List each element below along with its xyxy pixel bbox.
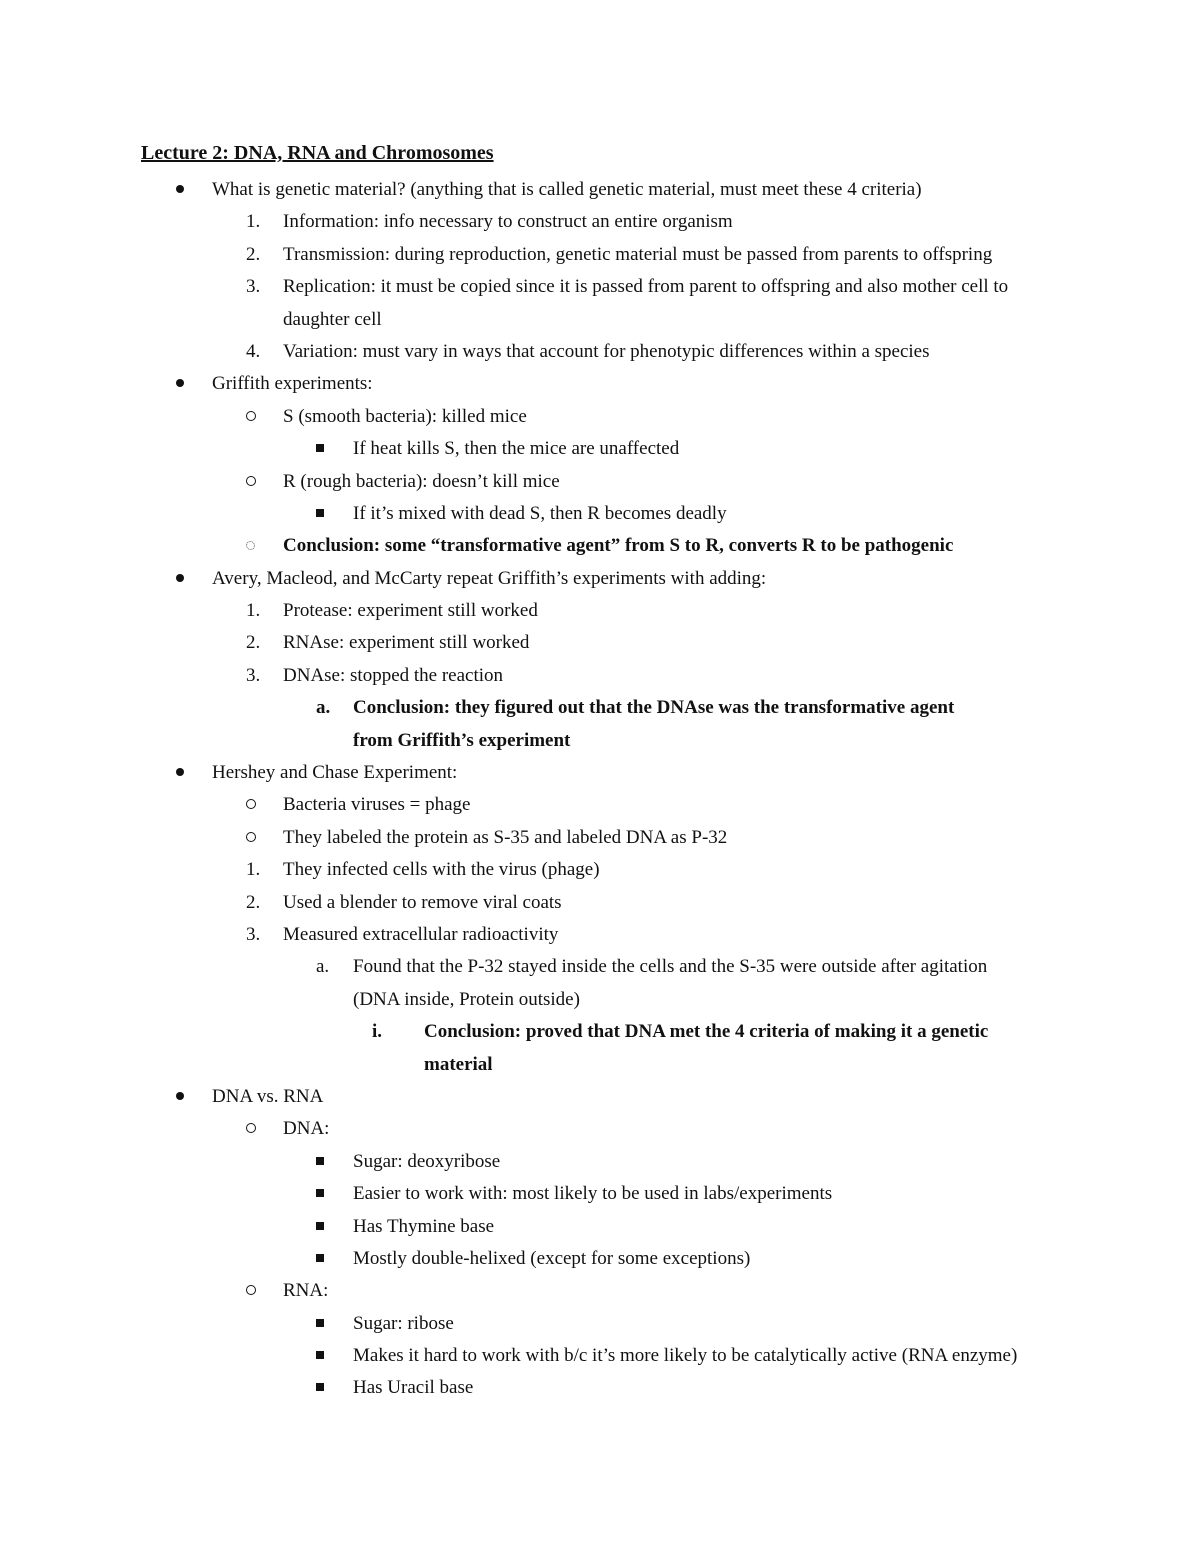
list-item: a. Conclusion: they figured out that the DNAse was the transformative agent xyxy=(316,697,955,719)
list-item: 1. Information: info necessary to construct an entire organism xyxy=(246,211,733,233)
list-item: R (rough bacteria): doesn’t kill mice xyxy=(0,466,1200,498)
list-item: 2. Used a blender to remove viral coats xyxy=(246,891,562,913)
bullet-circle-icon xyxy=(246,1113,256,1145)
bullet-square-icon xyxy=(316,1178,324,1210)
list-item: Sugar: deoxyribose xyxy=(0,1146,1200,1178)
list-item-continuation: from Griffith’s experiment xyxy=(353,729,571,751)
list-item: If heat kills S, then the mice are unaffected xyxy=(0,433,1200,465)
bullet-square-icon xyxy=(316,498,324,530)
list-item: 1. Protease: experiment still worked xyxy=(246,600,538,622)
page-title: Lecture 2: DNA, RNA and Chromosomes xyxy=(141,142,494,164)
list-item: If it’s mixed with dead S, then R becomes deadly xyxy=(0,498,1200,530)
list-item: What is genetic material? (anything that is called genetic material, must meet these 4 criteria) xyxy=(0,174,1200,206)
list-item-continuation: material xyxy=(424,1053,493,1075)
bullet-square-icon xyxy=(316,1211,324,1243)
list-item: Has Thymine base xyxy=(0,1211,1200,1243)
bullet-dot-icon xyxy=(176,563,184,595)
list-item: RNA: xyxy=(0,1275,1200,1307)
bullet-square-icon xyxy=(316,1308,324,1340)
list-item: 3. Replication: it must be copied since it is passed from parent to offspring and also mother cell to xyxy=(246,276,1009,298)
bullet-square-icon xyxy=(316,1146,324,1178)
list-item: 2. Transmission: during reproduction, genetic material must be passed from parents to offspring xyxy=(246,243,993,265)
notes-outline xyxy=(0,174,1200,1405)
bullet-circle-icon xyxy=(246,822,256,854)
list-item: 2. RNAse: experiment still worked xyxy=(246,632,530,654)
list-item: Avery, Macleod, and McCarty repeat Griffith’s experiments with adding: xyxy=(0,563,1200,595)
bullet-dot-icon xyxy=(176,174,184,206)
list-item: S (smooth bacteria): killed mice xyxy=(0,401,1200,433)
list-item: Sugar: ribose xyxy=(0,1308,1200,1340)
list-item: DNA: xyxy=(0,1113,1200,1145)
list-item: i. Conclusion: proved that DNA met the 4 criteria of making it a genetic xyxy=(372,1021,989,1043)
bullet-dot-icon xyxy=(176,368,184,400)
list-item: Bacteria viruses = phage xyxy=(0,789,1200,821)
list-item: 1. They infected cells with the virus (phage) xyxy=(246,859,600,881)
list-item: Conclusion: some “transformative agent” from S to R, converts R to be pathogenic xyxy=(0,530,1200,562)
list-item: Has Uracil base xyxy=(0,1372,1200,1404)
list-item: a. Found that the P-32 stayed inside the cells and the S-35 were outside after agitation xyxy=(316,956,988,978)
list-item: Hershey and Chase Experiment: xyxy=(0,757,1200,789)
list-item: 4. Variation: must vary in ways that account for phenotypic differences within a species xyxy=(246,340,930,362)
list-item: 3. Measured extracellular radioactivity xyxy=(246,923,559,945)
bullet-square-icon xyxy=(316,1243,324,1275)
bullet-square-icon xyxy=(316,433,324,465)
list-item: Easier to work with: most likely to be used in labs/experiments xyxy=(0,1178,1200,1210)
bullet-dot-icon xyxy=(176,1081,184,1113)
bullet-faint-circle-icon xyxy=(246,530,255,562)
list-item: DNA vs. RNA xyxy=(0,1081,1200,1113)
list-item: Mostly double-helixed (except for some exceptions) xyxy=(0,1243,1200,1275)
list-item-continuation: (DNA inside, Protein outside) xyxy=(353,988,580,1010)
bullet-dot-icon xyxy=(176,757,184,789)
list-item-continuation: daughter cell xyxy=(283,308,382,330)
list-item: Makes it hard to work with b/c it’s more likely to be catalytically active (RNA enzyme) xyxy=(0,1340,1200,1372)
bullet-circle-icon xyxy=(246,1275,256,1307)
list-item: They labeled the protein as S-35 and labeled DNA as P-32 xyxy=(0,822,1200,854)
bullet-circle-icon xyxy=(246,466,256,498)
bullet-circle-icon xyxy=(246,401,256,433)
bullet-square-icon xyxy=(316,1372,324,1404)
bullet-square-icon xyxy=(316,1340,324,1372)
list-item: 3. DNAse: stopped the reaction xyxy=(246,664,504,686)
bullet-circle-icon xyxy=(246,789,256,821)
list-item: Griffith experiments: xyxy=(0,368,1200,400)
